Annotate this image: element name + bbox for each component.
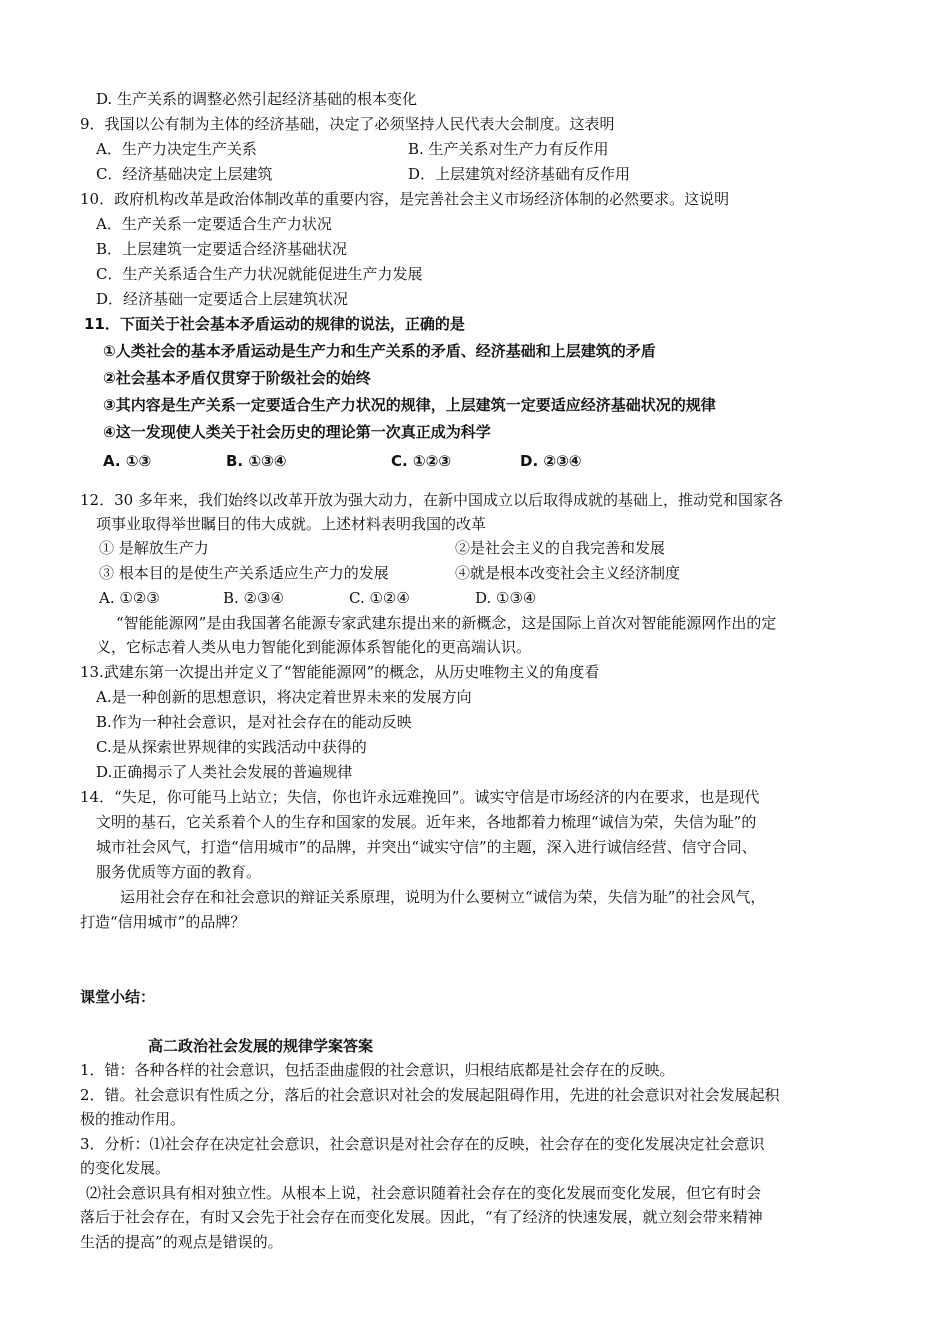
q12-statement-4: ④就是根本改变社会主义经济制度 [455, 564, 681, 582]
q10-option-d: D．经济基础一定要适合上层建筑状况 [96, 290, 349, 308]
q11-option-c: C. ①②③ [391, 452, 452, 470]
q14-line-2: 文明的基石，它关系着个人的生存和国家的发展。近年来，各地都着力梳理“诚信为荣，失信为耻”的 [96, 813, 757, 831]
q8-option-d: D. 生产关系的调整必然引起经济基础的根本变化 [96, 90, 418, 108]
answers-title: 高二政治社会发展的规律学案答案 [148, 1037, 374, 1055]
q12-option-a: A. ①②③ [99, 589, 160, 607]
q13-option-a: A.是一种创新的思想意识，将决定着世界未来的发展方向 [96, 688, 472, 706]
q14-question-line-2: 打造“信用城市”的品牌？ [80, 913, 246, 931]
q10-stem: 10．政府机构改革是政治体制改革的重要内容，是完善社会主义市场经济体制的必然要求。这说明 [80, 190, 730, 208]
q12-statement-3: ③ 根本目的是使生产关系适应生产力的发展 [99, 564, 389, 582]
q13-option-b: B.作为一种社会意识，是对社会存在的能动反映 [96, 713, 412, 731]
q11-option-b: B. ①③④ [226, 452, 287, 470]
q13-stem: 13.武建东第一次提出并定义了“智能能源网”的概念，从历史唯物主义的角度看 [80, 663, 600, 681]
q11-stem: 11．下面关于社会基本矛盾运动的规律的说法，正确的是 [84, 315, 465, 333]
answer-2-line-2: 极的推动作用。 [80, 1110, 186, 1128]
q13-option-c: C.是从探索世界规律的实践活动中获得的 [96, 738, 367, 756]
q9-option-b: B. 生产关系对生产力有反作用 [408, 140, 609, 158]
answer-3-line-4: 落后于社会存在，有时又会先于社会存在而变化发展。因此，“有了经济的快速发展，就立刻会带来精神 [80, 1208, 763, 1226]
material-line-1: “智能能源网”是由我国著名能源专家武建东提出来的新概念，这是国际上首次对智能能源网作出的定 [116, 614, 777, 632]
q14-line-3: 城市社会风气，打造“信用城市”的品牌，并突出“诚实守信”的主题，深入进行诚信经营、信守合同、 [96, 838, 757, 856]
q9-option-d: D．上层建筑对经济基础有反作用 [408, 165, 631, 183]
summary-label: 课堂小结： [80, 988, 156, 1006]
q9-stem: 9．我国以公有制为主体的经济基础，决定了必须坚持人民代表大会制度。这表明 [80, 115, 615, 133]
q10-option-b: B．上层建筑一定要适合经济基础状况 [96, 240, 348, 258]
answer-3-line-2: 的变化发展。 [80, 1159, 171, 1177]
answer-2-line-1: 2．错。社会意识有性质之分，落后的社会意识对社会的发展起阻碍作用，先进的社会意识对社会发展起积 [80, 1086, 780, 1104]
q14-line-4: 服务优质等方面的教育。 [96, 863, 262, 881]
q13-option-d: D.正确揭示了人类社会发展的普遍规律 [96, 763, 353, 781]
q11-statement-1: ①人类社会的基本矛盾运动是生产力和生产关系的矛盾、经济基础和上层建筑的矛盾 [103, 342, 656, 360]
q12-statement-1: ① 是解放生产力 [99, 539, 209, 557]
q9-option-c: C．经济基础决定上层建筑 [96, 165, 273, 183]
q12-statement-2: ②是社会主义的自我完善和发展 [455, 539, 666, 557]
q10-option-a: A．生产关系一定要适合生产力状况 [96, 215, 332, 233]
q10-option-c: C．生产关系适合生产力状况就能促进生产力发展 [96, 265, 423, 283]
answer-3-line-5: 生活的提高”的观点是错误的。 [80, 1233, 283, 1251]
q12-option-c: C. ①②④ [349, 589, 410, 607]
q11-option-a: A. ①③ [103, 452, 152, 470]
q9-option-a: A．生产力决定生产关系 [96, 140, 257, 158]
answer-3-line-1: 3．分析：⑴社会存在决定社会意识，社会意识是对社会存在的反映，社会存在的变化发展决定社会意识 [80, 1135, 765, 1153]
q11-statement-2: ②社会基本矛盾仅贯穿于阶级社会的始终 [103, 369, 371, 387]
q12-stem-line-1: 12．30 多年来，我们始终以改革开放为强大动力，在新中国成立以后取得成就的基础上，推动党和国家各 [80, 491, 783, 509]
q12-option-d: D. ①③④ [475, 589, 537, 607]
q11-statement-3: ③其内容是生产关系一定要适合生产力状况的规律，上层建筑一定要适应经济基础状况的规律 [103, 396, 716, 414]
q11-option-d: D. ②③④ [520, 452, 582, 470]
material-line-2: 义，它标志着人类从电力智能化到能源体系智能化的更高端认识。 [96, 638, 532, 656]
q12-option-b: B. ②③④ [223, 589, 284, 607]
answer-1: 1．错：各种各样的社会意识，包括歪曲虚假的社会意识，归根结底都是社会存在的反映。 [80, 1061, 675, 1079]
q14-line-1: 14．“失足，你可能马上站立；失信，你也许永远难挽回”。诚实守信是市场经济的内在要求，也是现代 [80, 788, 760, 806]
q12-stem-line-2: 项事业取得举世瞩目的伟大成就。上述材料表明我国的改革 [96, 515, 487, 533]
answer-3-line-3: ⑵社会意识具有相对独立性。从根本上说，社会意识随着社会存在的变化发展而变化发展，但它有时会 [86, 1184, 762, 1202]
q11-statement-4: ④这一发现使人类关于社会历史的理论第一次真正成为科学 [103, 423, 491, 441]
q14-question-line-1: 运用社会存在和社会意识的辩证关系原理，说明为什么要树立“诚信为荣，失信为耻”的社会风气， [120, 888, 766, 906]
